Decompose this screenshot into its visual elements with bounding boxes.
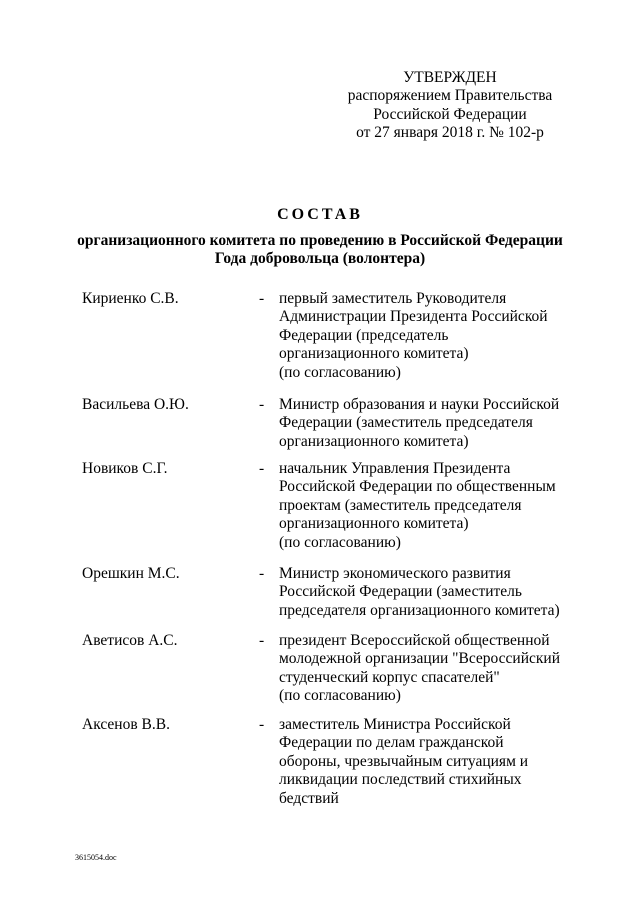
member-role [279, 290, 579, 382]
role-line: Российской Федерации по общественным [279, 478, 556, 496]
member-dash: - [259, 290, 265, 307]
member-dash: - [259, 396, 265, 413]
member-name: Орешкин М.С. [82, 565, 180, 582]
role-line: (по согласованию) [279, 533, 401, 551]
role-line: Администрации Президента Российской [279, 308, 548, 326]
role-line: Российской Федерации (заместитель [279, 583, 522, 601]
role-line: студенческий корпус спасателей" [279, 668, 500, 686]
member-role [279, 565, 579, 620]
role-line: организационного комитета) [279, 345, 469, 363]
role-line: Министр образования и науки Российской [279, 396, 560, 413]
role-line: организационного комитета) [279, 432, 469, 450]
role-line: Министр экономического развития [279, 565, 511, 582]
role-line: президент Всероссийской общественной [279, 632, 550, 649]
member-name: Васильева О.Ю. [82, 396, 189, 413]
role-line: первый заместитель Руководителя [279, 290, 507, 307]
role-line: обороны, чрезвычайным ситуациям и [279, 752, 529, 770]
role-line: организационного комитета) [279, 515, 469, 533]
approval-line: от 27 января 2018 г. № 102-р [356, 124, 544, 142]
approval-stamp [330, 69, 570, 143]
member-name: Новиков С.Г. [82, 460, 168, 477]
member-dash: - [259, 716, 265, 733]
role-line: (по согласованию) [279, 687, 401, 705]
member-dash: - [259, 460, 265, 477]
role-line: председателя организационного комитета) [279, 601, 560, 619]
role-line: Федерации (заместитель председателя [279, 414, 533, 432]
document-subtitle [60, 232, 580, 269]
role-line: заместитель Министра Российской [279, 716, 511, 733]
role-line: (по согласованию) [279, 363, 401, 381]
member-role [279, 396, 579, 451]
role-line: бедствий [279, 789, 339, 807]
role-line: проектам (заместитель председателя [279, 496, 522, 514]
role-line: начальник Управления Президента [279, 460, 511, 477]
subtitle-line: организационного комитета по проведению в Российской Федерации [77, 232, 563, 249]
subtitle-line: Года добровольца (волонтера) [214, 250, 426, 268]
member-role [279, 632, 579, 706]
member-name: Кириенко С.В. [82, 290, 179, 307]
member-dash: - [259, 632, 265, 649]
role-line: молодежной организации "Всероссийский [279, 650, 561, 668]
member-role [279, 460, 579, 552]
member-name: Аветисов А.С. [82, 632, 178, 649]
member-name: Аксенов В.В. [82, 716, 170, 733]
approval-line: распоряжением Правительства [347, 87, 553, 105]
approval-line: УТВЕРЖДЕН [403, 69, 497, 86]
approval-line: Российской Федерации [373, 105, 527, 123]
member-dash: - [259, 565, 265, 582]
role-line: ликвидации последствий стихийных [279, 771, 522, 789]
member-role [279, 716, 579, 808]
document-file-name: 3615054.doc [75, 853, 117, 862]
role-line: Федерации (председатель [279, 326, 449, 344]
document-title: СОСТАВ [277, 206, 363, 223]
role-line: Федерации по делам гражданской [279, 734, 504, 752]
